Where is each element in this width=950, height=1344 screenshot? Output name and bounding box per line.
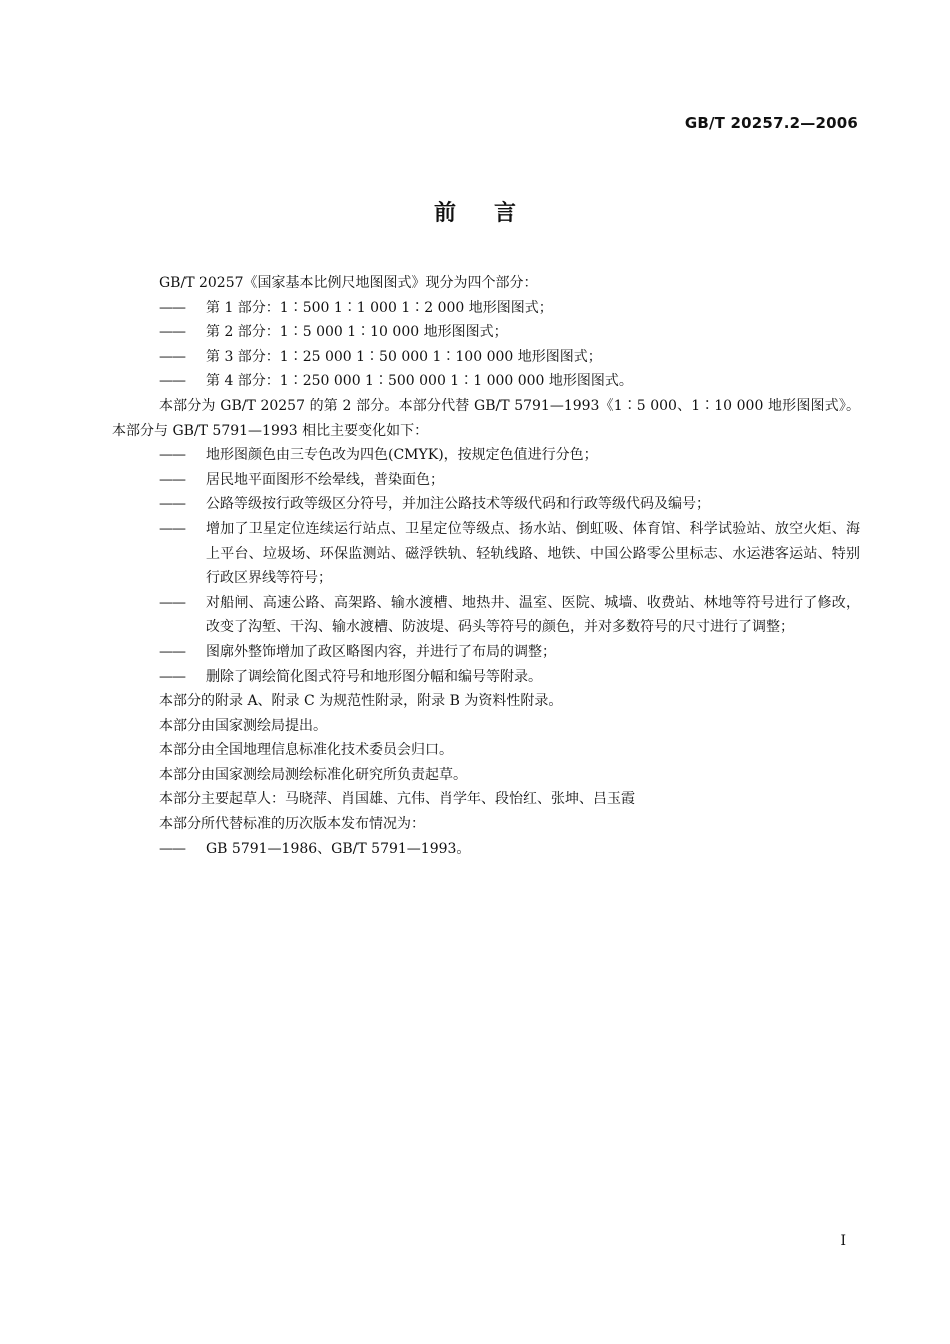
part-item-2: 第 2 部分：1∶5 000 1∶10 000 地形图图式； xyxy=(206,324,508,341)
list-item xyxy=(112,591,860,640)
list-item xyxy=(112,296,860,321)
list-item xyxy=(112,492,860,517)
standard-number: GB/T 20257.2—2006 xyxy=(684,114,858,132)
foreword-body xyxy=(112,271,860,861)
change-item-7: 删除了调绘简化图式符号和地形图分幅和编号等附录。 xyxy=(206,668,542,685)
dash-marker: —— xyxy=(159,840,185,857)
list-item xyxy=(112,345,860,370)
history-intro-paragraph: 本部分所代替标准的历次版本发布情况为： xyxy=(159,816,425,833)
list-item xyxy=(112,640,860,665)
list-item xyxy=(112,517,860,591)
change-item-3: 公路等级按行政等级区分符号，并加注公路技术等级代码和行政等级代码及编号； xyxy=(206,496,710,513)
intro-paragraph: GB/T 20257《国家基本比例尺地图图式》现分为四个部分： xyxy=(159,275,538,291)
proposed-paragraph: 本部分由国家测绘局提出。 xyxy=(159,717,327,734)
dash-marker: —— xyxy=(159,496,185,513)
dash-marker: —— xyxy=(159,348,185,365)
replace-paragraph: 本部分为 GB/T 20257 的第 2 部分。本部分代替 GB/T 5791—1993《1∶5 000、1∶10 000 地形图图式》。本部分与 GB/T 5791—1993 相比主要变化如下： xyxy=(112,397,860,439)
dash-marker: —— xyxy=(159,520,185,537)
list-item xyxy=(112,665,860,690)
dash-marker: —— xyxy=(159,447,185,464)
dash-marker: —— xyxy=(159,643,185,660)
part-item-1: 第 1 部分：1∶500 1∶1 000 1∶2 000 地形图图式； xyxy=(206,299,553,316)
part-item-3: 第 3 部分：1∶25 000 1∶50 000 1∶100 000 地形图图式； xyxy=(206,348,602,365)
list-item xyxy=(112,443,860,468)
dash-marker: —— xyxy=(159,594,185,611)
appendix-paragraph: 本部分的附录 A、附录 C 为规范性附录，附录 B 为资料性附录。 xyxy=(159,693,563,710)
drafters-paragraph: 本部分主要起草人：马晓萍、肖国雄、亢伟、肖学年、段怡红、张坤、吕玉霞 xyxy=(159,791,635,808)
dash-marker: —— xyxy=(159,471,185,488)
list-item xyxy=(112,468,860,493)
change-item-2: 居民地平面图形不绘晕线，普染面色； xyxy=(206,471,444,488)
dash-marker: —— xyxy=(159,668,185,685)
history-item-1: GB 5791—1986、GB/T 5791—1993。 xyxy=(206,840,471,857)
dash-marker: —— xyxy=(159,373,185,390)
list-item xyxy=(112,320,860,345)
change-item-1: 地形图颜色由三专色改为四色(CMYK)，按规定色值进行分色； xyxy=(206,447,598,464)
drafting-org-paragraph: 本部分由国家测绘局测绘标准化研究所负责起草。 xyxy=(159,766,467,783)
list-item xyxy=(112,369,860,394)
change-item-5: 对船闸、高速公路、高架路、输水渡槽、地热井、温室、医院、城墙、收费站、林地等符号进行了修改，改变了沟堑、干沟、输水渡槽、防波堤、码头等符号的颜色，并对多数符号的尺寸进行了调整； xyxy=(206,594,860,636)
centralized-paragraph: 本部分由全国地理信息标准化技术委员会归口。 xyxy=(159,742,453,759)
change-item-4: 增加了卫星定位连续运行站点、卫星定位等级点、扬水站、倒虹吸、体育馆、科学试验站、放空火炬、海上平台、垃圾场、环保监测站、磁浮铁轨、轻轨线路、地铁、中国公路零公里标志、水运港客运站、特别行政区界线等符号； xyxy=(206,520,860,587)
dash-marker: —— xyxy=(159,324,185,341)
page-number: I xyxy=(840,1233,846,1249)
change-item-6: 图廓外整饰增加了政区略图内容，并进行了布局的调整； xyxy=(206,643,556,660)
dash-marker: —— xyxy=(159,299,185,316)
page-title: 前言 xyxy=(433,201,554,226)
part-item-4: 第 4 部分：1∶250 000 1∶500 000 1∶1 000 000 地形图图式。 xyxy=(206,373,633,390)
list-item xyxy=(112,837,860,862)
